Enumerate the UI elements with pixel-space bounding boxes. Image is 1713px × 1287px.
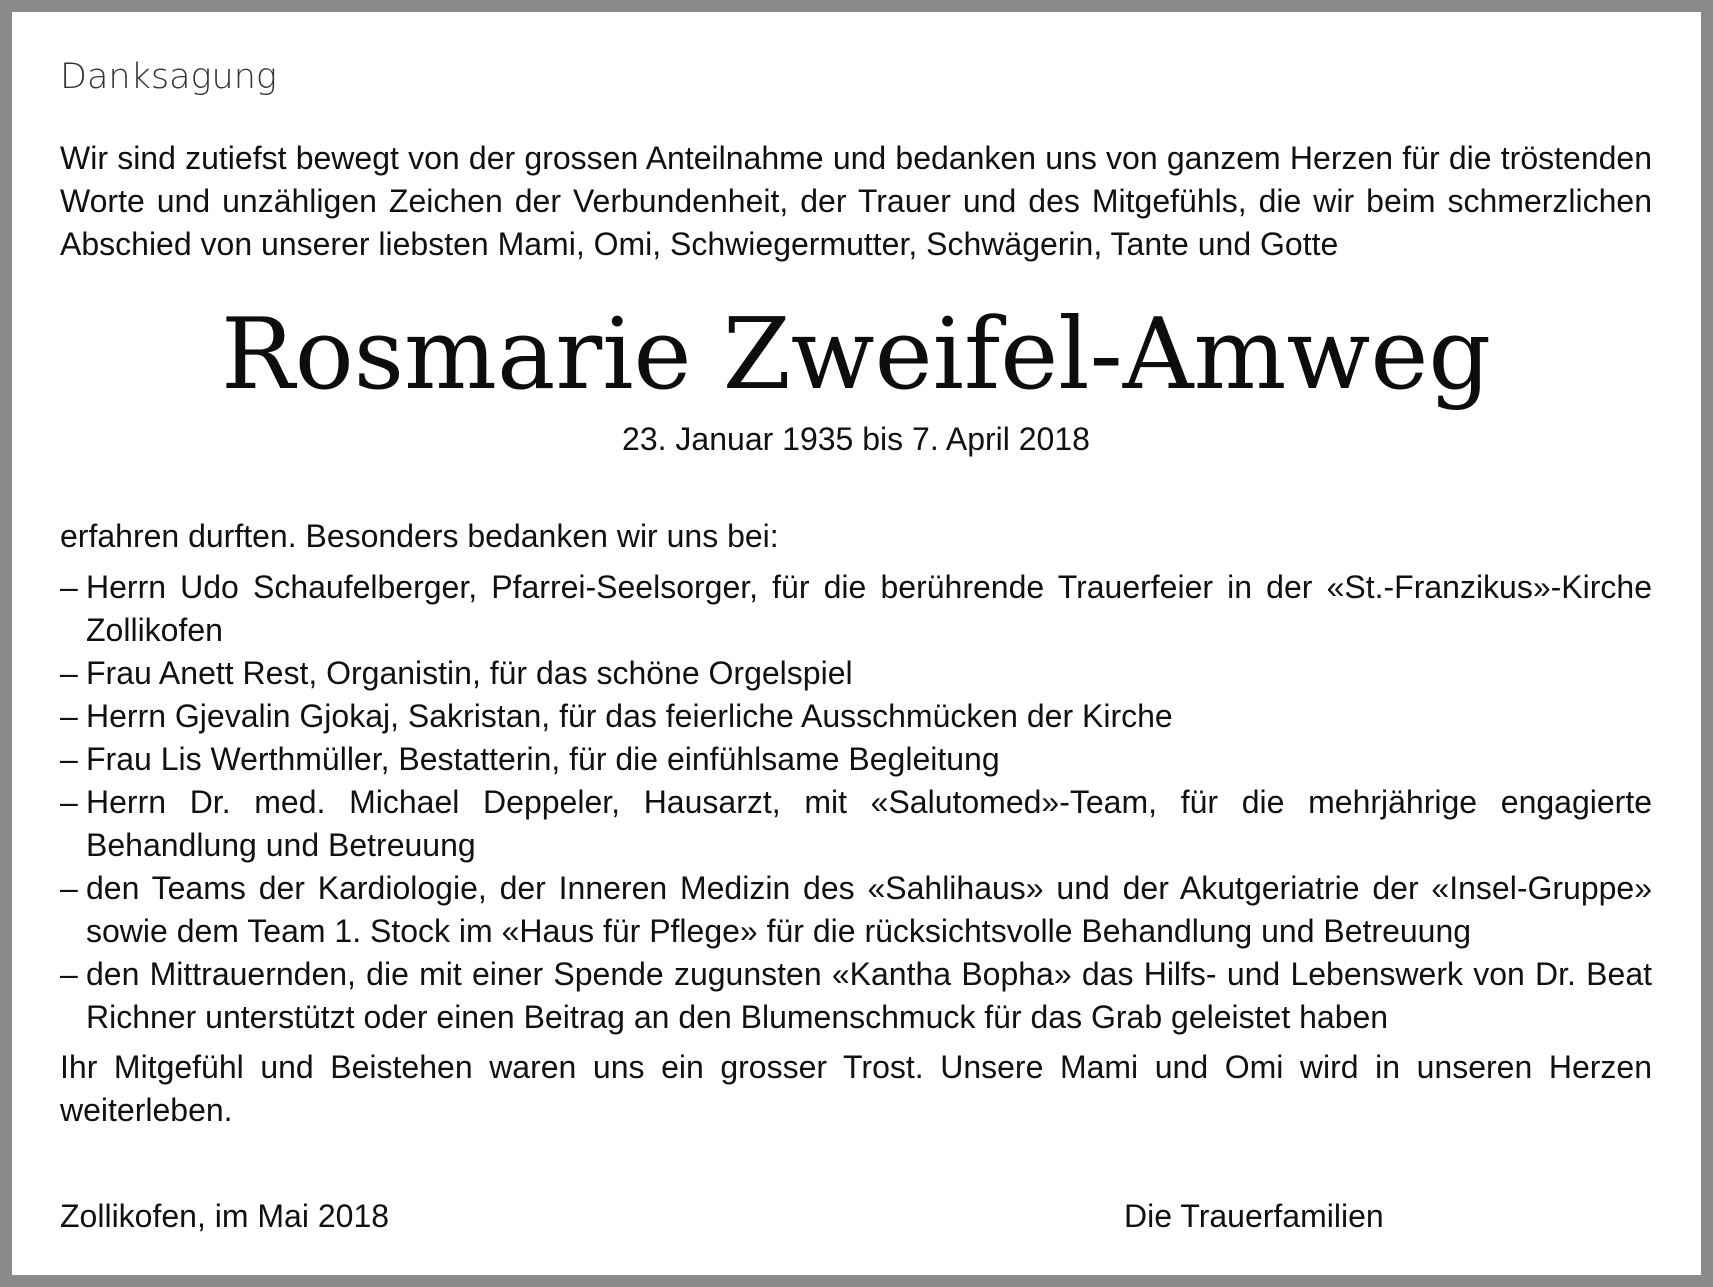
notice-heading: Danksagung: [60, 57, 277, 97]
thanks-item: – Frau Anett Rest, Organistin, für das schöne Orgelspiel: [60, 652, 1652, 695]
closing-paragraph: Ihr Mitgefühl und Beistehen waren uns ein grosser Trost. Unsere Mami und Omi wird in unseren Herzen weiterleben.: [60, 1049, 1652, 1128]
thanks-item: – den Mittrauernden, die mit einer Spende zugunsten «Kantha Bopha» das Hilfs- und Lebenswerk von Dr. Beat Richner unterstützt oder einen Beitrag an den Blumenschmuck für das Grab geleistet haben: [60, 953, 1652, 1039]
intro-paragraph: Wir sind zutiefst bewegt von der grossen Anteilnahme und bedanken uns von ganzem Herzen für die tröstenden Worte und unzähligen Zeichen der Verbundenheit, der Trauer und des Mitgefühls, die wir beim schmerzlichen Abschied von unserer liebsten Mami, Omi, Schwiegermutter, Schwägerin, Tante und Gotte: [60, 140, 1652, 262]
thanks-item: – Herrn Dr. med. Michael Deppeler, Hausarzt, mit «Salutomed»-Team, für die mehrjährige engagierte Behandlung und Betreuung: [60, 781, 1652, 867]
thanks-item: – Frau Lis Werthmüller, Bestatterin, für die einfühlsame Begleitung: [60, 738, 1652, 781]
thanks-item: – Herrn Gjevalin Gjokaj, Sakristan, für das feierliche Ausschmücken der Kirche: [60, 695, 1652, 738]
thanks-lead: erfahren durften. Besonders bedanken wir uns bei:: [60, 518, 779, 554]
thanks-item: – Herrn Udo Schaufelberger, Pfarrei-Seelsorger, für die berührende Trauerfeier in der «St.-Franzikus»-Kirche Zollikofen: [60, 566, 1652, 652]
place-date: Zollikofen, im Mai 2018: [60, 1198, 390, 1234]
signature: Die Trauerfamilien: [1124, 1198, 1384, 1234]
deceased-name: Rosmarie Zweifel-Amweg: [220, 298, 1492, 412]
life-dates: 23. Januar 1935 bis 7. April 2018: [622, 421, 1090, 457]
notice-content: [60, 50, 1652, 1132]
thanks-item: – den Teams der Kardiologie, der Inneren Medizin des «Sahlihaus» und der Akutgeriatrie der «Insel-Gruppe» sowie dem Team 1. Stock im «Haus für Pflege» für die rücksichtsvolle Behandlung und Betreuung: [60, 867, 1652, 953]
thanks-list: [60, 566, 1652, 1039]
